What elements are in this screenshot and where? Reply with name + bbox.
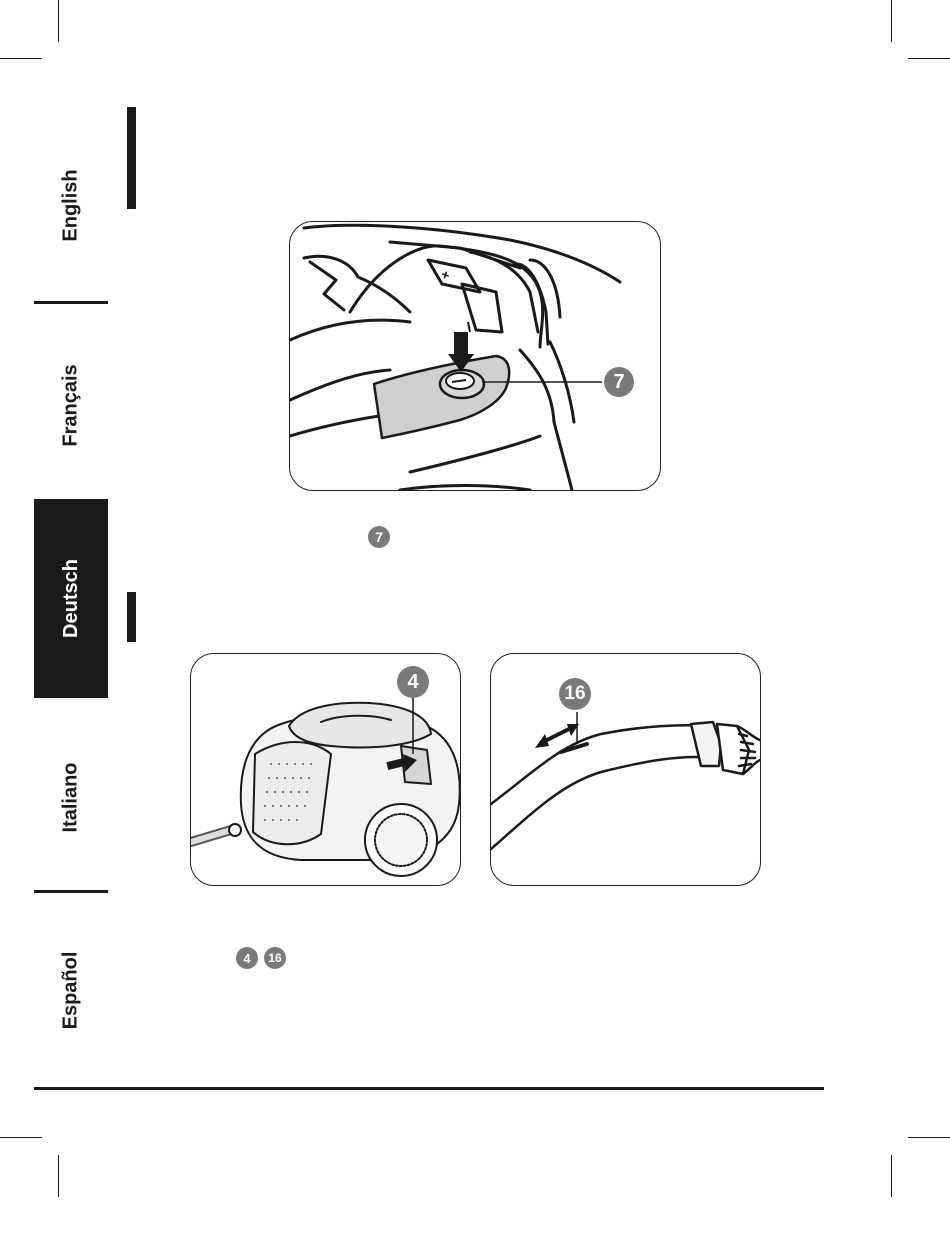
tab-deutsch-label: Deutsch: [59, 559, 82, 638]
inline-ref-badge-16: 16: [264, 947, 286, 969]
crop-mark: [58, 0, 59, 42]
figure-vacuum-body: [190, 653, 461, 886]
section-marker: [127, 107, 136, 209]
tab-francais-label: Français: [59, 363, 82, 447]
crop-mark: [0, 58, 42, 59]
tab-francais[interactable]: [34, 320, 108, 490]
callout-badge-16: 16: [559, 678, 591, 710]
tab-divider: [34, 301, 108, 304]
tab-deutsch[interactable]: [34, 499, 108, 698]
svg-text:+: +: [438, 265, 453, 284]
bottom-rule: [34, 1087, 824, 1090]
crop-mark: [891, 0, 892, 42]
crop-mark: [908, 1137, 950, 1138]
tab-english[interactable]: [34, 120, 108, 290]
tab-english-label: English: [59, 168, 82, 242]
figure-hose-slider: [490, 653, 761, 886]
inline-ref-badge-4: 4: [236, 947, 258, 969]
power-regulator-illustration: [290, 222, 660, 490]
tab-espanol-label: Español: [59, 951, 82, 1029]
crop-mark: [908, 58, 950, 59]
tab-italiano[interactable]: [34, 712, 108, 882]
figure-power-regulator: [289, 221, 661, 491]
crop-mark: [58, 1155, 59, 1197]
tab-divider: [34, 890, 108, 893]
crop-mark: [891, 1155, 892, 1197]
crop-mark: [0, 1137, 42, 1138]
inline-ref-badge-7: 7: [368, 526, 390, 548]
tab-italiano-label: Italiano: [59, 761, 82, 833]
section-marker: [127, 592, 136, 642]
tab-espanol[interactable]: [34, 905, 108, 1075]
hose-slider-illustration: [491, 654, 760, 885]
callout-badge-7: 7: [604, 367, 634, 397]
callout-badge-4: 4: [397, 666, 429, 698]
